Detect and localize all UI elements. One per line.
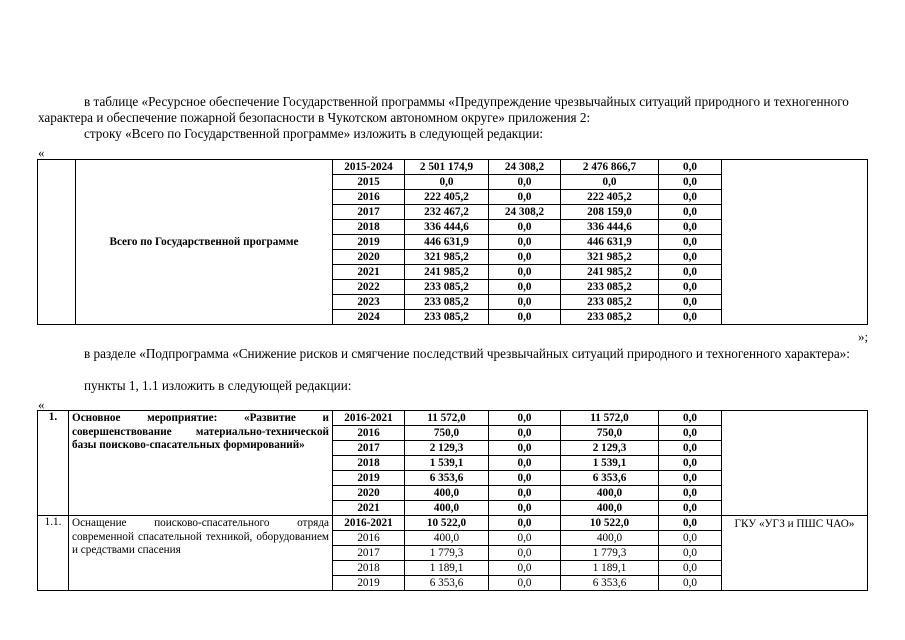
- row-name-cell: Всего по Государственной программе: [76, 160, 333, 325]
- other-sources-cell: 0,0: [659, 426, 722, 441]
- other-sources-cell: 0,0: [659, 235, 722, 250]
- total-cell: 750,0: [405, 426, 489, 441]
- federal-budget-cell: 0,0: [489, 190, 561, 205]
- other-sources-cell: 0,0: [659, 295, 722, 310]
- total-cell: 2 129,3: [405, 441, 489, 456]
- year-cell: 2019: [333, 235, 405, 250]
- year-cell: 2019: [333, 576, 405, 591]
- district-budget-cell: 6 353,6: [561, 576, 659, 591]
- year-cell: 2016: [333, 426, 405, 441]
- district-budget-cell: 336 444,6: [561, 220, 659, 235]
- district-budget-cell: 750,0: [561, 426, 659, 441]
- total-cell: 1 539,1: [405, 456, 489, 471]
- year-cell: 2016: [333, 190, 405, 205]
- activity-name-cell: Оснащение поисково-спасательного отряда современной спасательной техникой, оборудованием и средствами спасения: [69, 516, 333, 591]
- federal-budget-cell: 0,0: [489, 561, 561, 576]
- federal-budget-cell: 0,0: [489, 516, 561, 531]
- opening-quote-1: «: [38, 145, 45, 160]
- federal-budget-cell: 0,0: [489, 471, 561, 486]
- district-budget-cell: 233 085,2: [561, 295, 659, 310]
- year-cell: 2021: [333, 265, 405, 280]
- federal-budget-cell: 0,0: [489, 456, 561, 471]
- other-sources-cell: 0,0: [659, 190, 722, 205]
- federal-budget-cell: 0,0: [489, 175, 561, 190]
- year-cell: 2018: [333, 456, 405, 471]
- district-budget-cell: 1 539,1: [561, 456, 659, 471]
- federal-budget-cell: 0,0: [489, 220, 561, 235]
- executor-cell: [722, 160, 868, 325]
- other-sources-cell: 0,0: [659, 456, 722, 471]
- federal-budget-cell: 0,0: [489, 576, 561, 591]
- other-sources-cell: 0,0: [659, 561, 722, 576]
- total-cell: 232 467,2: [405, 205, 489, 220]
- other-sources-cell: 0,0: [659, 576, 722, 591]
- district-budget-cell: 208 159,0: [561, 205, 659, 220]
- total-cell: 400,0: [405, 486, 489, 501]
- total-cell: 233 085,2: [405, 310, 489, 325]
- item-number-cell: 1.1.: [38, 516, 69, 591]
- year-cell: 2022: [333, 280, 405, 295]
- other-sources-cell: 0,0: [659, 546, 722, 561]
- activity-name-cell: Основное мероприятие: «Развитие и совершенствование материально-технической базы поисково-спасательных формирований»: [69, 411, 333, 516]
- total-cell: 400,0: [405, 501, 489, 516]
- other-sources-cell: 0,0: [659, 205, 722, 220]
- total-cell: 10 522,0: [405, 516, 489, 531]
- year-cell: 2024: [333, 310, 405, 325]
- district-budget-cell: 1 189,1: [561, 561, 659, 576]
- year-cell: 2015-2024: [333, 160, 405, 175]
- subprogram-table: [37, 410, 868, 591]
- year-cell: 2021: [333, 501, 405, 516]
- year-cell: 2018: [333, 561, 405, 576]
- year-cell: 2015: [333, 175, 405, 190]
- total-cell: 11 572,0: [405, 411, 489, 426]
- year-cell: 2016-2021: [333, 516, 405, 531]
- other-sources-cell: 0,0: [659, 310, 722, 325]
- district-budget-cell: 233 085,2: [561, 310, 659, 325]
- table-row: [38, 160, 868, 175]
- other-sources-cell: 0,0: [659, 516, 722, 531]
- federal-budget-cell: 0,0: [489, 280, 561, 295]
- intro-paragraph: в таблице «Ресурсное обеспечение Государственной программы «Предупреждение чрезвычайных ситуаций природного и техногенного характера и обеспечение пожарной безопасности в Чукотском автономном округе» приложения 2:: [38, 94, 849, 125]
- federal-budget-cell: 0,0: [489, 411, 561, 426]
- year-cell: 2018: [333, 220, 405, 235]
- total-cell: 6 353,6: [405, 576, 489, 591]
- federal-budget-cell: 0,0: [489, 531, 561, 546]
- total-cell: 2 501 174,9: [405, 160, 489, 175]
- district-budget-cell: 233 085,2: [561, 280, 659, 295]
- district-budget-cell: 400,0: [561, 501, 659, 516]
- intro-instruction: строку «Всего по Государственной программе» изложить в следующей редакции:: [84, 126, 544, 141]
- district-budget-cell: 0,0: [561, 175, 659, 190]
- opening-quote-2: «: [38, 397, 45, 412]
- item-number-cell: 1.: [38, 411, 69, 516]
- federal-budget-cell: 24 308,2: [489, 205, 561, 220]
- district-budget-cell: 321 985,2: [561, 250, 659, 265]
- year-cell: 2017: [333, 546, 405, 561]
- federal-budget-cell: 0,0: [489, 265, 561, 280]
- federal-budget-cell: 0,0: [489, 295, 561, 310]
- other-sources-cell: 0,0: [659, 441, 722, 456]
- total-cell: 222 405,2: [405, 190, 489, 205]
- total-cell: 1 189,1: [405, 561, 489, 576]
- executor-cell: ГКУ «УГЗ и ПШС ЧАО»: [722, 516, 868, 591]
- federal-budget-cell: 0,0: [489, 501, 561, 516]
- federal-budget-cell: 0,0: [489, 486, 561, 501]
- other-sources-cell: 0,0: [659, 280, 722, 295]
- executor-cell: [722, 411, 868, 516]
- district-budget-cell: 6 353,6: [561, 471, 659, 486]
- other-sources-cell: 0,0: [659, 501, 722, 516]
- federal-budget-cell: 0,0: [489, 426, 561, 441]
- total-cell: 321 985,2: [405, 250, 489, 265]
- other-sources-cell: 0,0: [659, 265, 722, 280]
- program-total-table: [37, 159, 868, 325]
- federal-budget-cell: 0,0: [489, 310, 561, 325]
- total-cell: 446 631,9: [405, 235, 489, 250]
- district-budget-cell: 2 476 866,7: [561, 160, 659, 175]
- closing-quote-1: »;: [858, 329, 869, 344]
- year-cell: 2017: [333, 441, 405, 456]
- other-sources-cell: 0,0: [659, 471, 722, 486]
- year-cell: 2019: [333, 471, 405, 486]
- number-cell: [38, 160, 76, 325]
- section-paragraph: в разделе «Подпрограмма «Снижение рисков и смягчение последствий чрезвычайных ситуаций природного и техногенного характера»:: [84, 346, 850, 361]
- district-budget-cell: 400,0: [561, 531, 659, 546]
- district-budget-cell: 446 631,9: [561, 235, 659, 250]
- district-budget-cell: 10 522,0: [561, 516, 659, 531]
- year-cell: 2020: [333, 250, 405, 265]
- other-sources-cell: 0,0: [659, 486, 722, 501]
- total-cell: 400,0: [405, 531, 489, 546]
- federal-budget-cell: 0,0: [489, 250, 561, 265]
- year-cell: 2016-2021: [333, 411, 405, 426]
- other-sources-cell: 0,0: [659, 175, 722, 190]
- federal-budget-cell: 0,0: [489, 235, 561, 250]
- federal-budget-cell: 0,0: [489, 441, 561, 456]
- other-sources-cell: 0,0: [659, 160, 722, 175]
- federal-budget-cell: 0,0: [489, 546, 561, 561]
- year-cell: 2023: [333, 295, 405, 310]
- other-sources-cell: 0,0: [659, 220, 722, 235]
- other-sources-cell: 0,0: [659, 411, 722, 426]
- district-budget-cell: 222 405,2: [561, 190, 659, 205]
- district-budget-cell: 400,0: [561, 486, 659, 501]
- total-cell: 1 779,3: [405, 546, 489, 561]
- other-sources-cell: 0,0: [659, 531, 722, 546]
- table-row: [38, 411, 868, 426]
- section-instruction: пункты 1, 1.1 изложить в следующей редакции:: [84, 378, 352, 393]
- year-cell: 2016: [333, 531, 405, 546]
- total-cell: 6 353,6: [405, 471, 489, 486]
- district-budget-cell: 1 779,3: [561, 546, 659, 561]
- total-cell: 233 085,2: [405, 295, 489, 310]
- year-cell: 2020: [333, 486, 405, 501]
- district-budget-cell: 11 572,0: [561, 411, 659, 426]
- total-cell: 241 985,2: [405, 265, 489, 280]
- federal-budget-cell: 24 308,2: [489, 160, 561, 175]
- district-budget-cell: 241 985,2: [561, 265, 659, 280]
- year-cell: 2017: [333, 205, 405, 220]
- district-budget-cell: 2 129,3: [561, 441, 659, 456]
- total-cell: 336 444,6: [405, 220, 489, 235]
- table-row: [38, 516, 868, 531]
- total-cell: 0,0: [405, 175, 489, 190]
- other-sources-cell: 0,0: [659, 250, 722, 265]
- total-cell: 233 085,2: [405, 280, 489, 295]
